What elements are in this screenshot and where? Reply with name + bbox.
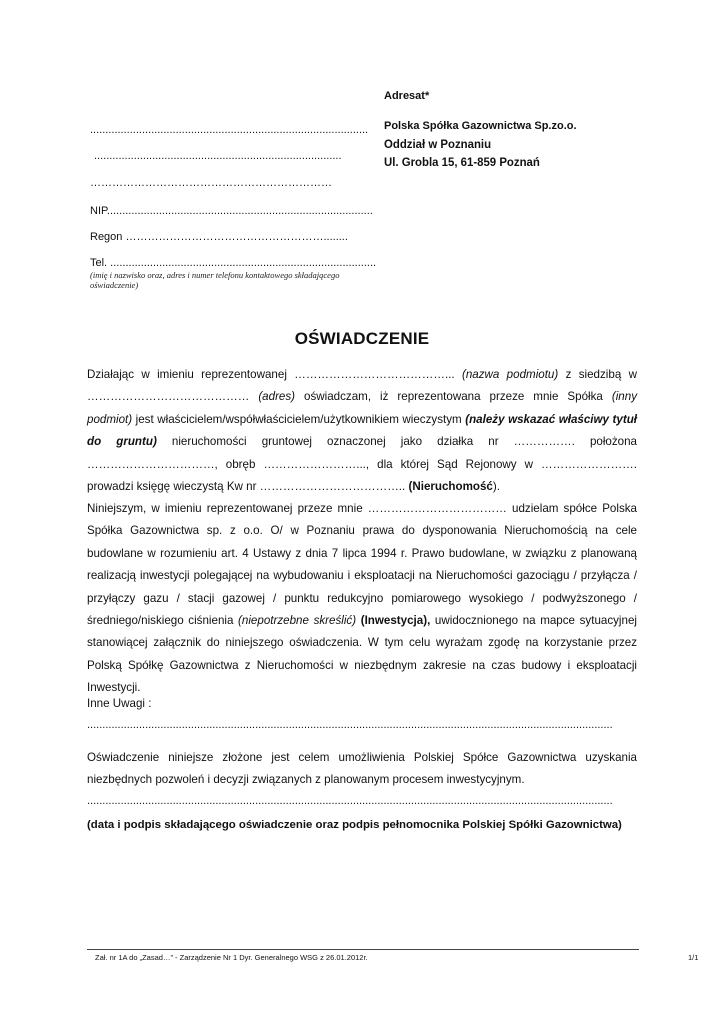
sender-address-line: ................................................................................. bbox=[94, 150, 342, 162]
document-title: OŚWIADCZENIE bbox=[294, 329, 430, 348]
signature-caption: (data i podpis składającego oświadczenie oraz podpis pełnomocnika Polskiej Spółki Gazownictwa) bbox=[87, 819, 622, 831]
addressee-branch: Oddział w Poznaniu bbox=[384, 137, 492, 151]
remarks-label: Inne Uwagi : bbox=[87, 697, 152, 710]
signature-line: ............................................................................................................................................................................ bbox=[87, 795, 613, 807]
declaration-paragraph-1: Działając w imieniu reprezentowanej …………………………………... (nazwa podmiotu) z siedzibą w …………………………………… (adres) oświadczam, iż reprezentowana przeze mnie Spółka (inny podmiot) jest właścicielem/współwłaścicielem/użytkownikiem wieczystym (należy wskazać właściwy tytuł do gruntu) nieruchomości gruntowej oznaczonej jako działka nr ……………. położona ……………………………, obręb ……………………..., dla której Sąd Rejonowy w ……………………. prowadzi księgę wieczystą Kw nr ……………………………….. (Nieruchomość). bbox=[87, 368, 638, 494]
footer-reference: Zał. nr 1A do „Zasad…” - Zarządzenie Nr 1 Dyr. Generalnego WSG z 26.01.2012r. bbox=[95, 953, 368, 962]
addressee-label: Adresat* bbox=[384, 90, 430, 102]
addressee-company: Polska Spółka Gazownictwa Sp.zo.o. bbox=[384, 120, 577, 132]
addressee-address: Ul. Grobla 15, 61-859 Poznań bbox=[384, 155, 540, 169]
sender-note: (imię i nazwisko oraz, adres i numer telefonu kontaktowego składającego oświadczenie) bbox=[90, 270, 340, 290]
footer-divider bbox=[87, 949, 639, 950]
declaration-paragraph-2: Niniejszym, w imieniu reprezentowanej przeze mnie ……………………………… udzielam spółce Polska Spółka Gazownictwa sp. z o.o. O/ w Poznaniu prawa do dysponowania Nieruchomością na cele budowlane w rozumieniu art. 4 Ustawy z dnia 7 lipca 1994 r. Prawo budowlane, w związku z planowaną realizacją inwestycji polegającej na wybudowaniu i eksploatacji na Nieruchomości gazociągu / przyłącza / przyłączy gazu / stacji gazowej / punktu redukcyjno pomiarowego wysokiego / podwyższonego / średniego/niskiego ciśnienia (niepotrzebne skreślić) (Inwestycja), uwidocznionego na mapce sytuacyjnej stanowiącej załącznik do niniejszego oświadczenia. W tym celu wyrażam zgodę na korzystanie przez Polską Spółkę Gazownictwa z Nieruchomości w niezbędnym zakresie na czas budowy i eksploatacji Inwestycji. bbox=[87, 502, 637, 695]
sender-tel: Tel. ....................................................................................... bbox=[90, 257, 377, 269]
declaration-paragraph-3: Oświadczenie niniejsze złożone jest celem umożliwienia Polskiej Spółce Gazownictwa uzyskania niezbędnych pozwoleń i decyzji związanych z planowanym procesem inwestycyjnym. bbox=[87, 751, 637, 787]
sender-regon: Regon ………………………………………………........ bbox=[90, 231, 348, 243]
sender-address-line-2: ………………………………………………………… bbox=[90, 177, 332, 189]
page-number: 1/1 bbox=[688, 953, 699, 962]
sender-name-line: ........................................................................................... bbox=[90, 124, 369, 136]
sender-nip: NIP....................................................................................... bbox=[90, 205, 373, 217]
remarks-line: ............................................................................................................................................................................ bbox=[87, 719, 613, 731]
